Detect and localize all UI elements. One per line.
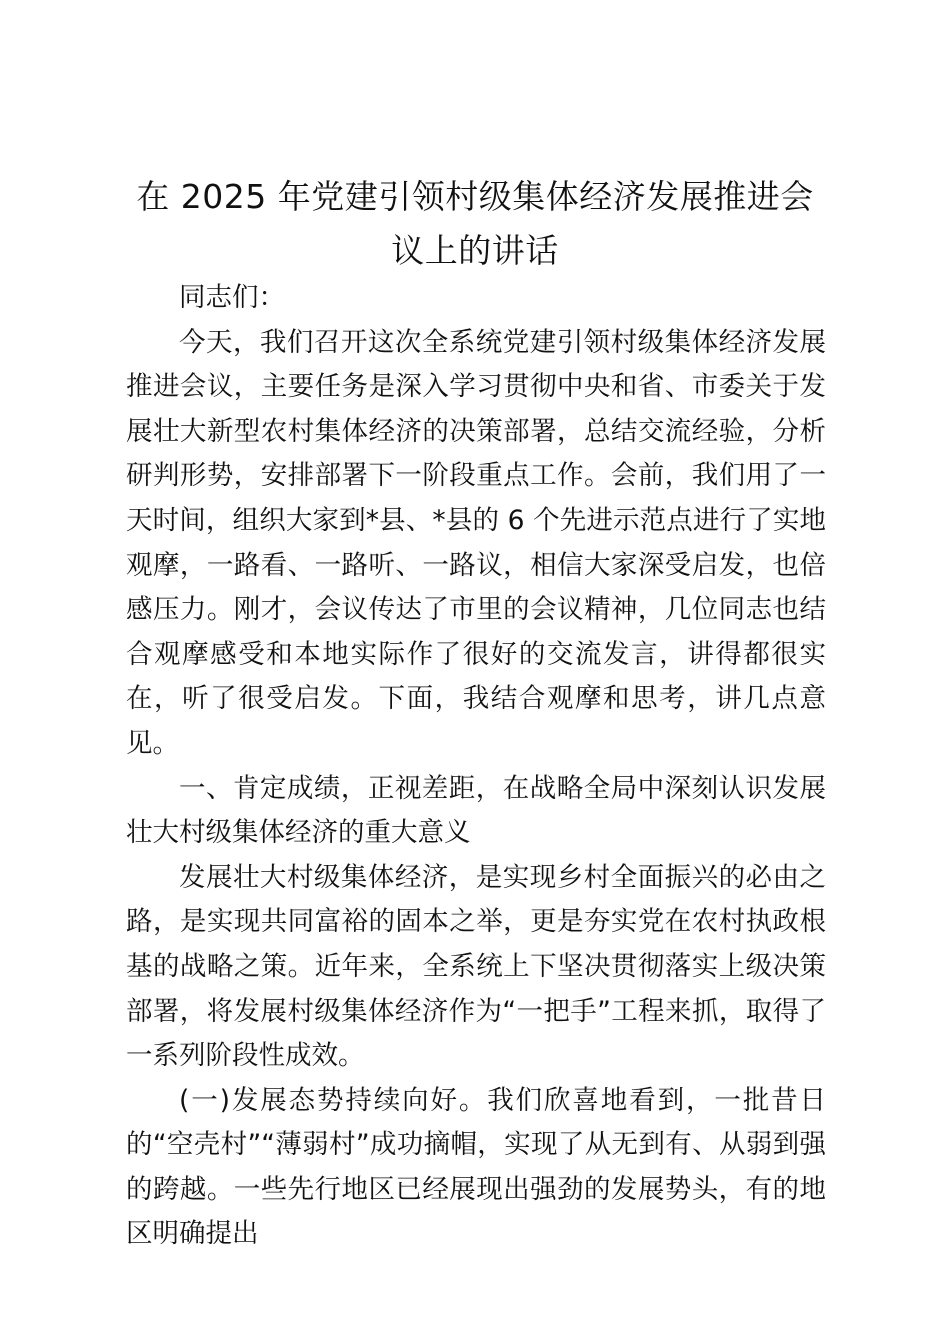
paragraph-intro: 今天，我们召开这次全系统党建引领村级集体经济发展推进会议，主要任务是深入学习贯彻中央和省、市委关于发展壮大新型农村集体经济的决策部署，总结交流经验，分析研判形势，安排部署下一阶段重点工作。会前，我们用了一天时间，组织大家到*县、*县的 6 个先进示范点进行了实地观摩，一路看、一路听、一路议，相信大家深受启发，也倍感压力。刚才，会议传达了市里的会议精神，几位同志也结合观摩感受和本地实际作了很好的交流发言，讲得都很实在，听了很受启发。下面，我结合观摩和思考，讲几点意见。 <box>126 326 826 759</box>
paragraph-subsection-1: (一)发展态势持续向好。我们欣喜地看到，一批昔日的“空壳村”“薄弱村”成功摘帽，实现了从无到有、从弱到强的跨越。一些先行地区已经展现出强劲的发展势头，有的地区明确提出 <box>126 1084 826 1250</box>
salutation: 同志们： <box>179 282 285 313</box>
document-title: 在 2025 年党建引领村级集体经济发展推进会议上的讲话 <box>136 177 814 270</box>
section-heading-1: 一、肯定成绩，正视差距，在战略全局中深刻认识发展壮大村级集体经济的重大意义 <box>126 772 826 849</box>
document-body <box>126 276 826 1257</box>
paragraph-section-1: 发展壮大村级集体经济，是实现乡村全面振兴的必由之路，是实现共同富裕的固本之举，更是夯实党在农村执政根基的战略之策。近年来，全系统上下坚决贯彻落实上级决策部署，将发展村级集体经济作为“一把手”工程来抓，取得了一系列阶段性成效。 <box>126 861 826 1072</box>
